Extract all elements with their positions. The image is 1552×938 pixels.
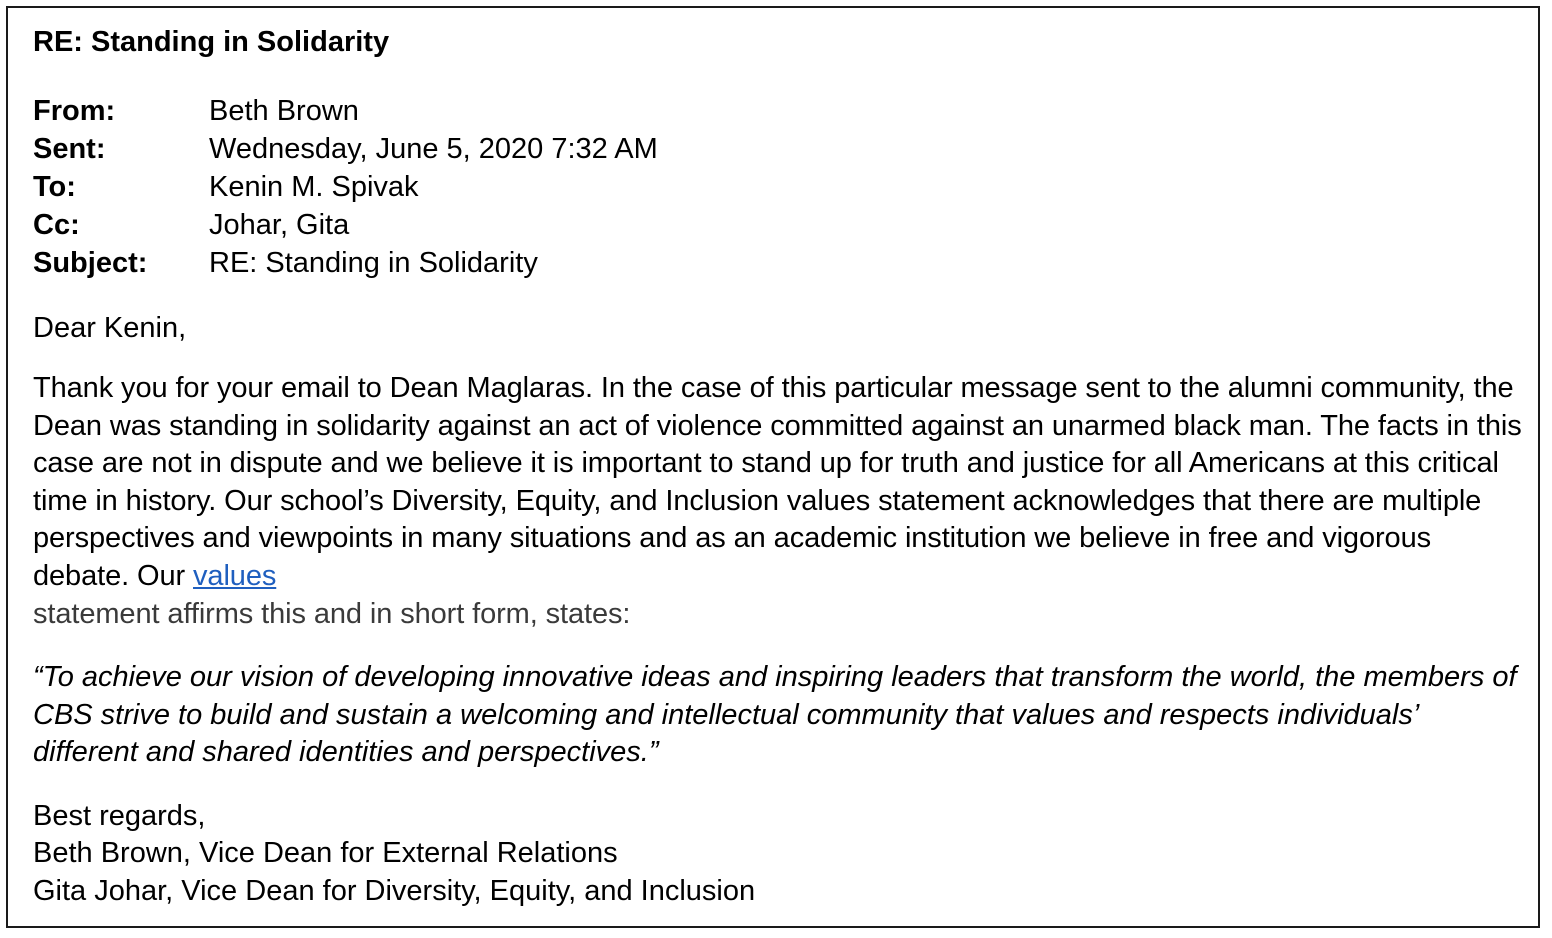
email-body-paragraph: [33, 370, 1523, 633]
header-row-cc: [33, 206, 1523, 244]
header-label-from: From:: [33, 95, 116, 127]
header-label-to: To:: [33, 171, 76, 203]
header-label-cc: Cc:: [33, 209, 80, 241]
closing-text: Best regards,: [33, 799, 206, 832]
body-text-part1: Thank you for your email to Dean Maglaras. In the case of this particular message sent to the alumni community, the Dean was standing in solidarity against an act of violence committed against an unarmed black man. The facts in this case are not in dispute and we believe it is important to stand up for truth and justice for all Americans at this critical time in history. Our school’s Diversity, Equity, and Inclusion values statement acknowledges that there are multiple perspectives and viewpoints in many situations and as an academic institution we believe in free and vigorous debate. Our: [33, 372, 1522, 592]
header-value-subject: RE: Standing in Solidarity: [209, 247, 538, 279]
body-text-part2: statement affirms this and in short form, states:: [33, 597, 631, 630]
email-greeting: Dear Kenin,: [33, 312, 187, 344]
header-value-to: Kenin M. Spivak: [209, 171, 419, 203]
email-headers: [33, 92, 1523, 282]
signature-line-beth-brown: Beth Brown, Vice Dean for External Relations: [33, 837, 618, 870]
values-link[interactable]: values: [193, 559, 277, 592]
email-closing: [33, 798, 1523, 910]
header-value-sent: Wednesday, June 5, 2020 7:32 AM: [209, 133, 658, 165]
header-row-to: [33, 168, 1523, 206]
header-value-from: Beth Brown: [209, 95, 359, 127]
header-value-cc: Johar, Gita: [209, 209, 350, 241]
header-row-sent: [33, 130, 1523, 168]
email-content: [33, 22, 1523, 910]
values-quote: “To achieve our vision of developing innovative ideas and inspiring leaders that transform the world, the members of CBS strive to build and sustain a welcoming and intellectual community that values and respects individuals’ different and shared identities and perspectives.”: [33, 661, 1517, 769]
header-row-from: [33, 92, 1523, 130]
header-label-subject: Subject:: [33, 247, 148, 279]
header-label-sent: Sent:: [33, 133, 106, 165]
email-title: RE: Standing in Solidarity: [33, 26, 390, 58]
header-row-subject: [33, 244, 1523, 282]
signature-line-gita-johar: Gita Johar, Vice Dean for Diversity, Equity, and Inclusion: [33, 874, 756, 907]
